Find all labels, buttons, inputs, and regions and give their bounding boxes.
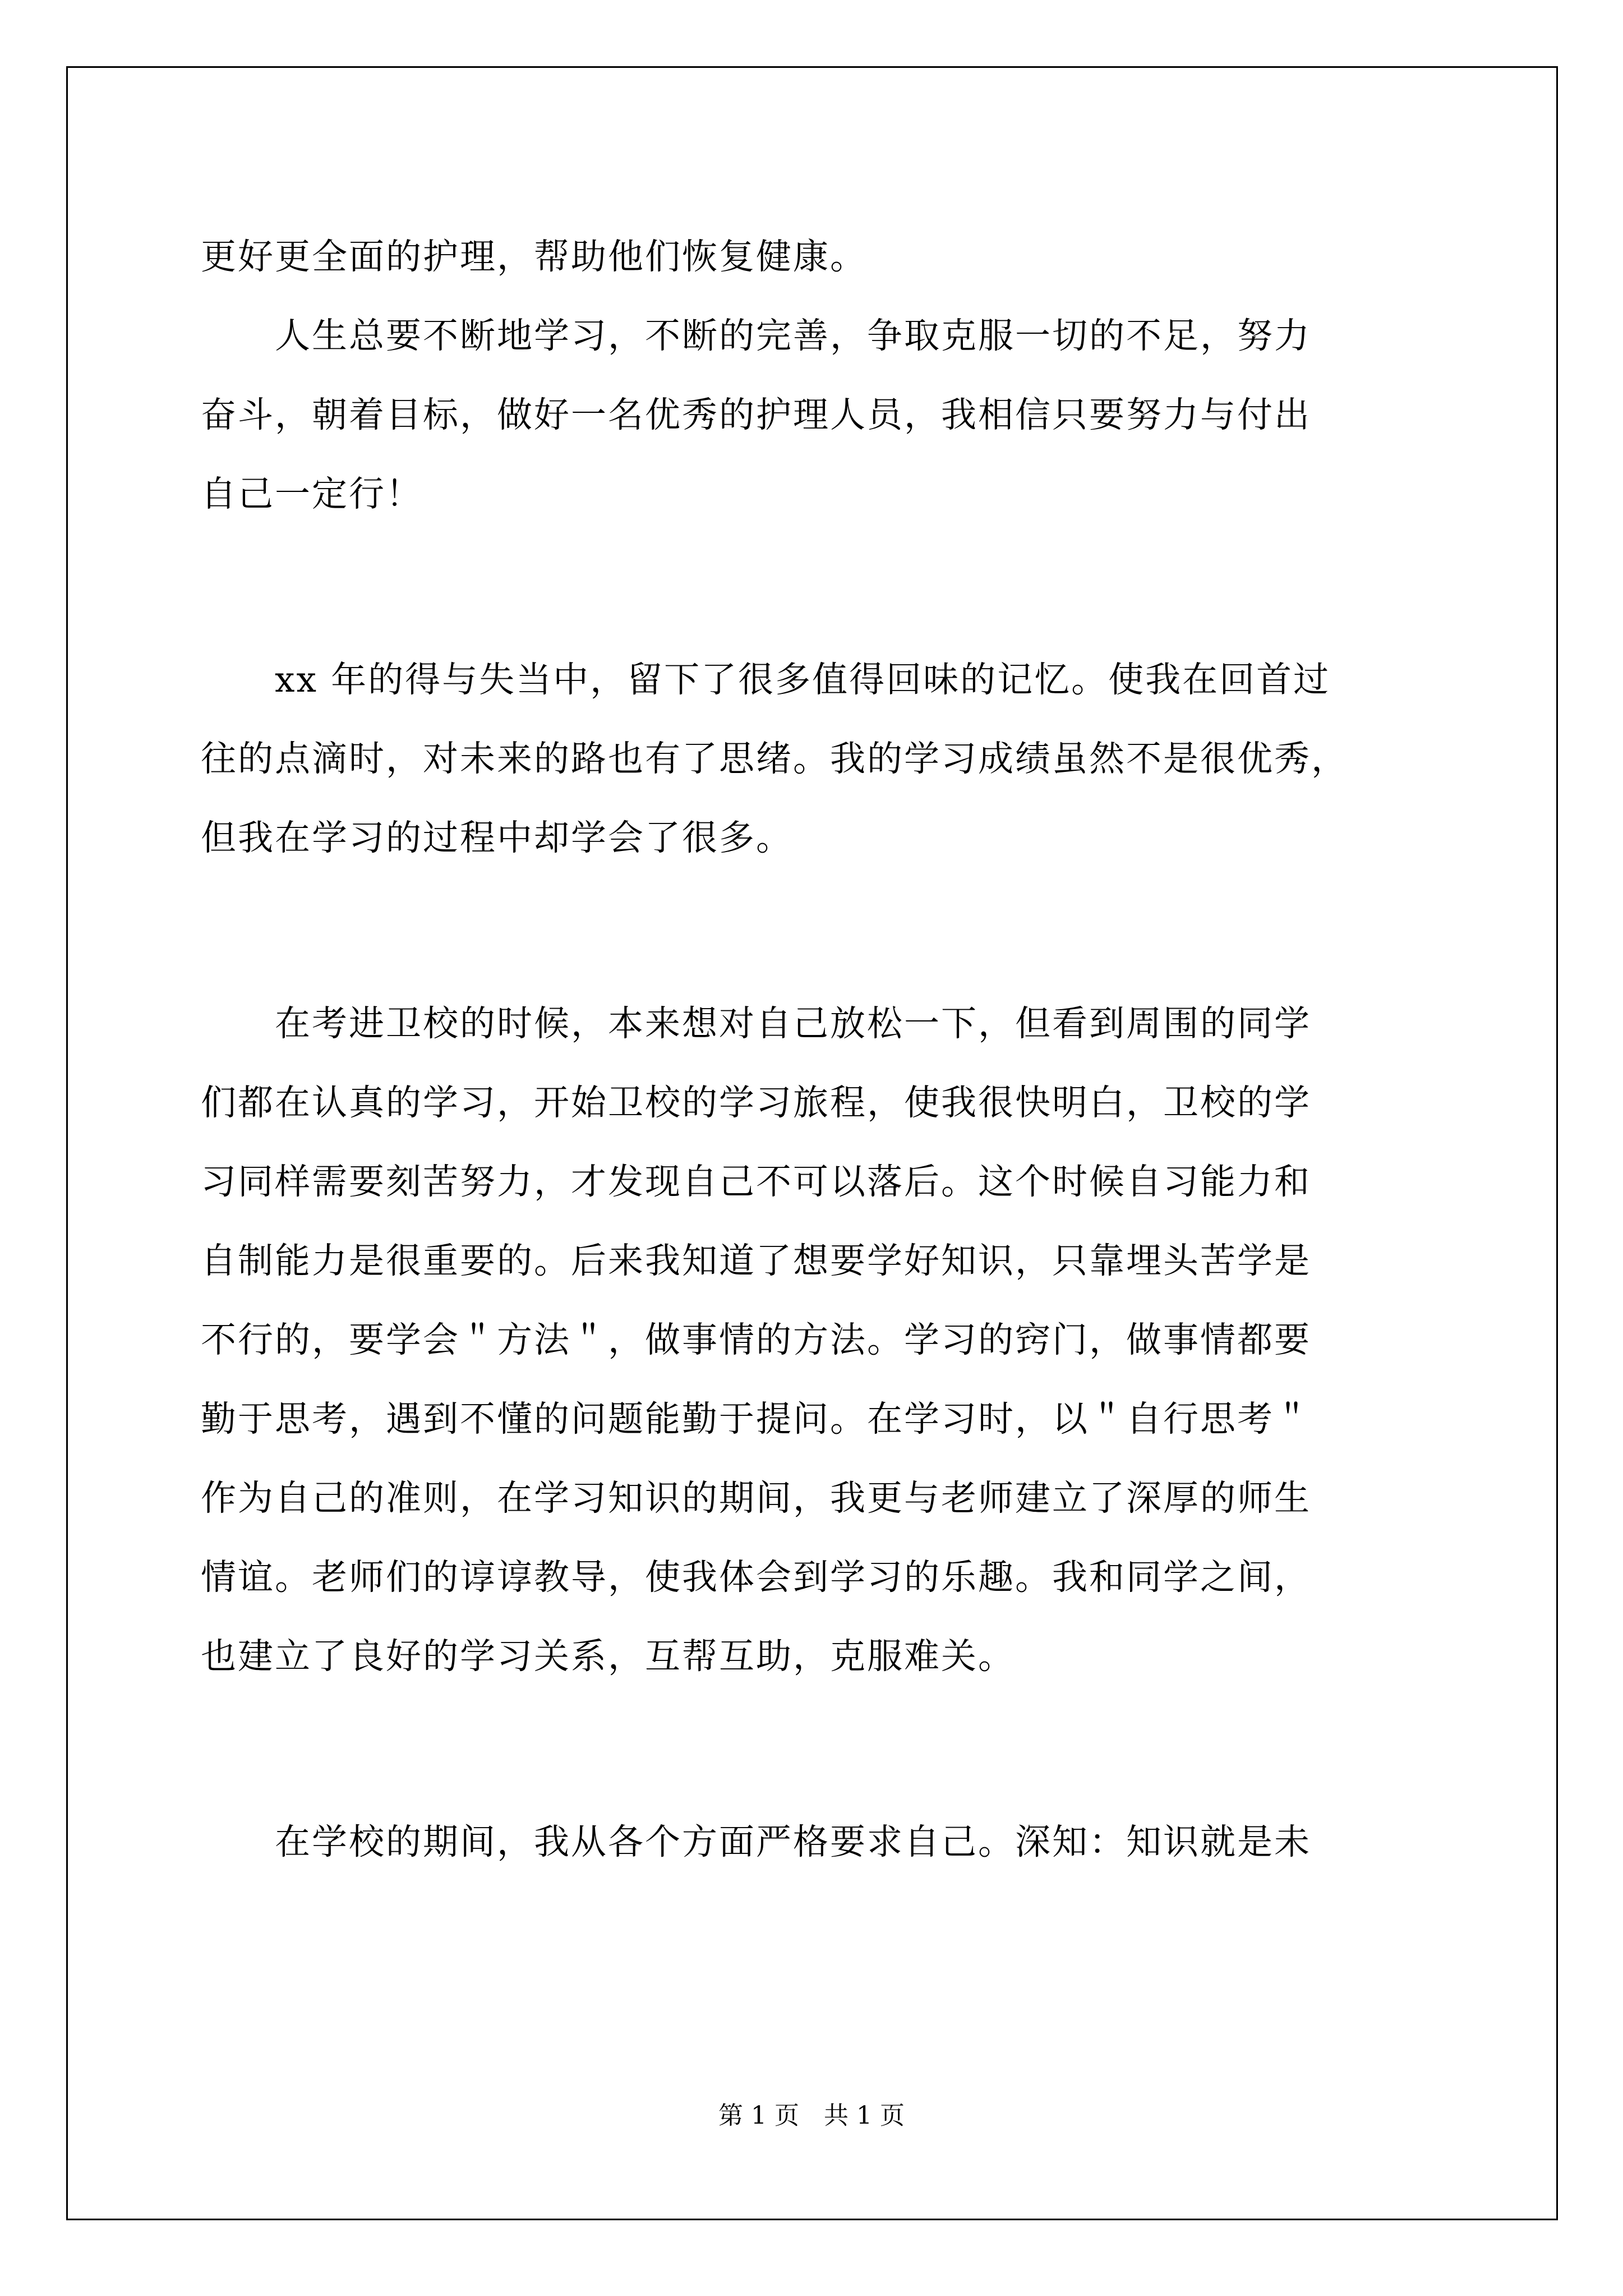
page-number: 第 1 页 共 1 页 <box>718 2101 905 2130</box>
text-line: 习同样需要刻苦努力，才发现自己不可以落后。这个时候自习能力和 <box>201 1161 1311 1202</box>
text-line: xx 年的得与失当中，留下了很多值得回味的记忆。使我在回首过 <box>201 659 1331 700</box>
text-line: 作为自己的准则，在学习知识的期间，我更与老师建立了深厚的师生 <box>201 1478 1311 1519</box>
text-line: 奋斗，朝着目标，做好一名优秀的护理人员，我相信只要努力与付出 <box>201 394 1311 435</box>
text-line: 情谊。老师们的谆谆教导，使我体会到学习的乐趣。我和同学之间， <box>201 1557 1311 1598</box>
text-line: 在学校的期间，我从各个方面严格要求自己。深知：知识就是未 <box>201 1821 1311 1862</box>
text-line: 自制能力是很重要的。后来我知道了想要学好知识，只靠埋头苦学是 <box>201 1240 1311 1281</box>
text-line: 更好更全面的护理，帮助他们恢复健康。 <box>201 236 867 277</box>
text-line: 们都在认真的学习，开始卫校的学习旅程，使我很快明白，卫校的学 <box>201 1082 1311 1123</box>
text-line: 不行的，要学会＂方法＂，做事情的方法。学习的窍门，做事情都要 <box>201 1319 1311 1360</box>
text-line: 往的点滴时，对未来的路也有了思绪。我的学习成绩虽然不是很优秀， <box>201 738 1348 779</box>
text-line: 自己一定行！ <box>201 473 423 514</box>
text-line: 也建立了良好的学习关系，互帮互助，克服难关。 <box>201 1636 1015 1677</box>
text-line: 人生总要不断地学习，不断的完善，争取克服一切的不足，努力 <box>201 315 1311 356</box>
text-line: 但我在学习的过程中却学会了很多。 <box>201 817 793 858</box>
text-line: 在考进卫校的时候，本来想对自己放松一下，但看到周围的同学 <box>201 1003 1311 1044</box>
text-line: 勤于思考，遇到不懂的问题能勤于提问。在学习时，以＂自行思考＂ <box>201 1398 1311 1439</box>
